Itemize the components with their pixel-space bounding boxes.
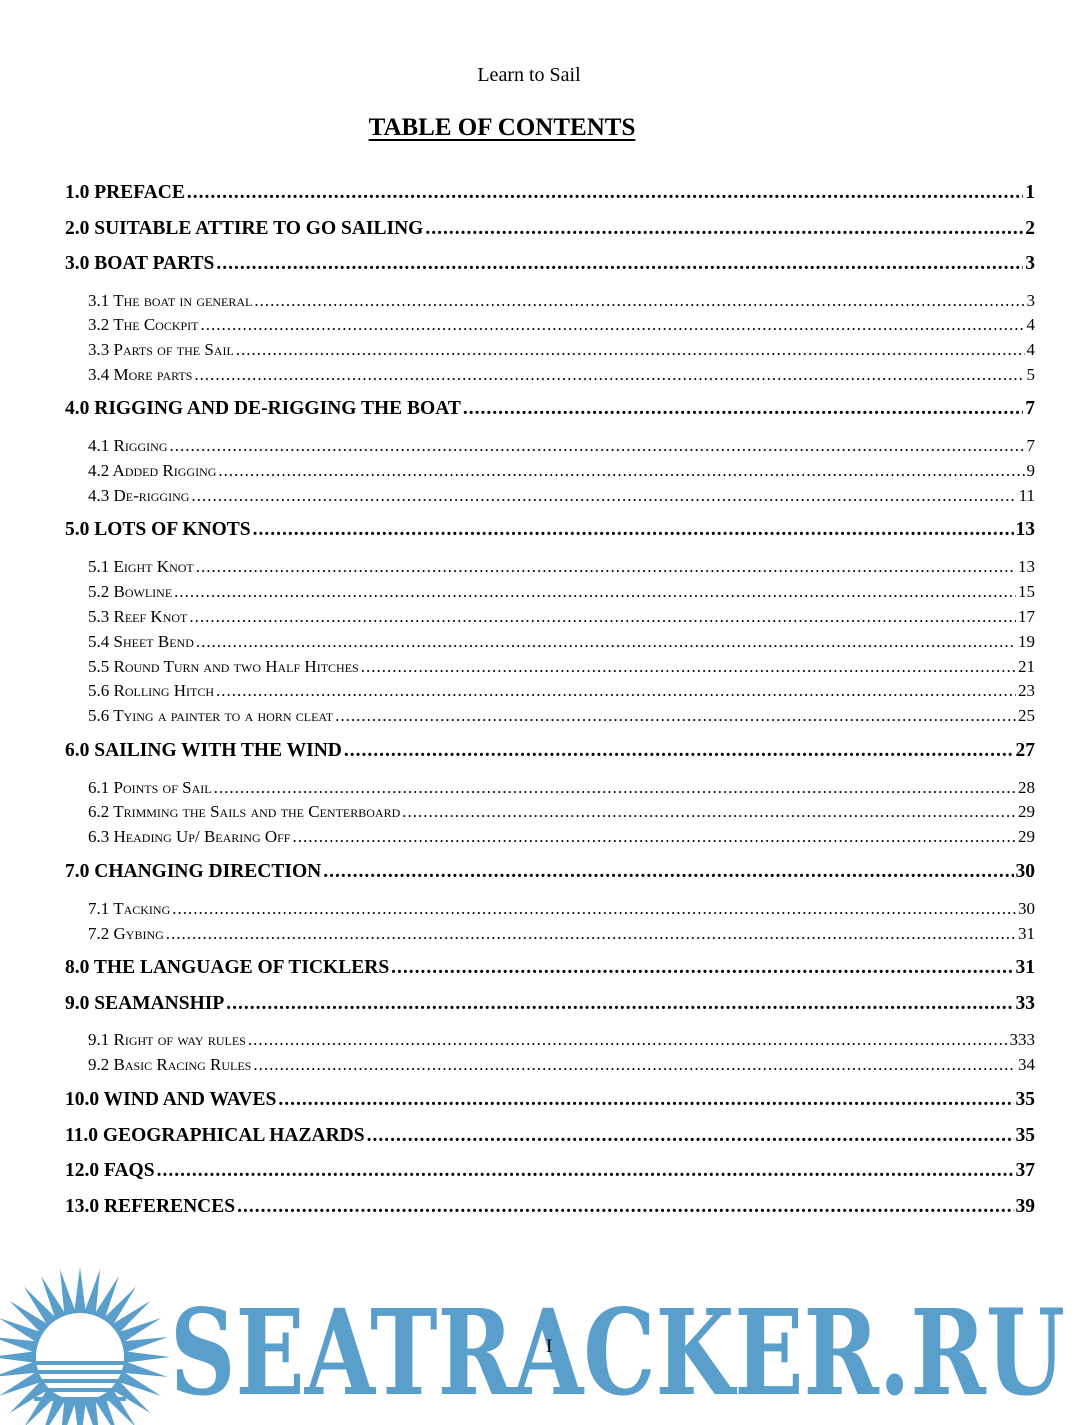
toc-entry-section[interactable] (65, 253, 1035, 279)
toc-entry-page-number: 4 (1026, 315, 1035, 334)
toc-entry-label: 11.0 GEOGRAPHICAL HAZARDS (65, 1125, 365, 1146)
toc-entry-subsection[interactable] (88, 899, 1035, 921)
toc-entry-subsection[interactable] (88, 706, 1035, 728)
toc-entry-label: 13.0 REFERENCES (65, 1196, 236, 1217)
toc-entry-label: 6.1 Points of Sail (88, 778, 212, 797)
dot-leader (253, 1055, 1016, 1075)
toc-entry-label: 9.2 Basic Racing Rules (88, 1055, 252, 1074)
toc-entry-section[interactable] (65, 1160, 1035, 1186)
toc-entry-section[interactable] (65, 861, 1035, 887)
dot-leader (157, 1160, 1014, 1182)
dot-leader (216, 253, 1023, 275)
toc-entry-page-number: 29 (1018, 802, 1035, 821)
dot-leader (344, 740, 1014, 762)
sun-wave-line (34, 1388, 126, 1392)
toc-entry-page-number: 35 (1015, 1125, 1035, 1146)
dot-leader (253, 519, 1014, 541)
dot-leader (214, 778, 1016, 798)
toc-entry-page-number: 3 (1025, 253, 1035, 274)
toc-entry-label: 5.6 Rolling Hitch (88, 681, 215, 700)
dot-leader (216, 681, 1016, 701)
toc-entry-subsection[interactable] (88, 632, 1035, 654)
toc-entry-label: 2.0 SUITABLE ATTIRE TO GO SAILING (65, 218, 424, 239)
dot-leader (323, 861, 1013, 883)
dot-leader (463, 398, 1023, 420)
toc-entry-section[interactable] (65, 182, 1035, 208)
toc-entry-subsection[interactable] (88, 802, 1035, 824)
toc-heading: TABLE OF CONTENTS (368, 114, 636, 141)
toc-entry-section[interactable] (65, 1196, 1035, 1222)
dot-leader (196, 632, 1016, 652)
toc-entry-label: 12.0 FAQS (65, 1160, 155, 1181)
toc-entry-label: 6.3 Heading Up/ Bearing Off (88, 827, 291, 846)
toc-entry-page-number: 23 (1018, 681, 1035, 700)
toc-entry-label: 5.5 Round Turn and two Half Hitches (88, 657, 359, 676)
sun-disk (36, 1313, 124, 1401)
dot-leader (367, 1125, 1014, 1147)
toc-entry-page-number: 21 (1018, 657, 1035, 676)
toc-entry-page-number: 28 (1018, 778, 1035, 797)
document-header-title: Learn to Sail (477, 64, 581, 86)
toc-entry-page-number: 1 (1025, 182, 1035, 203)
dot-leader (166, 924, 1016, 944)
toc-entry-page-number: 7 (1026, 436, 1035, 455)
toc-entry-page-number: 39 (1015, 1196, 1035, 1217)
toc-entry-section[interactable] (65, 1089, 1035, 1115)
toc-entry-page-number: 333 (1009, 1030, 1035, 1049)
toc-entry-page-number: 34 (1018, 1055, 1035, 1074)
toc-entry-page-number: 13 (1018, 557, 1035, 576)
toc-entry-page-number: 31 (1018, 924, 1035, 943)
dot-leader (170, 436, 1025, 456)
toc-entry-label: 5.0 LOTS OF KNOTS (65, 519, 251, 540)
toc-entry-subsection[interactable] (88, 291, 1035, 313)
dot-leader (278, 1089, 1013, 1111)
toc-entry-label: 4.3 De-rigging (88, 486, 190, 505)
toc-entry-label: 3.3 Parts of the Sail (88, 340, 234, 359)
toc-entry-page-number: 15 (1018, 582, 1035, 601)
toc-entry-subsection[interactable] (88, 340, 1035, 362)
toc-entry-section[interactable] (65, 957, 1035, 983)
toc-entry-subsection[interactable] (88, 486, 1035, 508)
dot-leader (218, 461, 1024, 481)
watermark-text: SEATRACKER.RU (170, 1283, 1065, 1422)
toc-entry-subsection[interactable] (88, 315, 1035, 337)
toc-entry-page-number: 25 (1018, 706, 1035, 725)
seatracker-watermark-logo (0, 1262, 1080, 1425)
toc-entry-label: 7.1 Tacking (88, 899, 171, 918)
toc-entry-label: 10.0 WIND AND WAVES (65, 1089, 277, 1110)
toc-entry-label: 4.1 Rigging (88, 436, 168, 455)
toc-entry-subsection[interactable] (88, 657, 1035, 679)
toc-entry-page-number: 27 (1015, 740, 1035, 761)
toc-entry-page-number: 30 (1018, 899, 1035, 918)
toc-entry-subsection[interactable] (88, 582, 1035, 604)
toc-entry-subsection[interactable] (88, 461, 1035, 483)
toc-entry-page-number: 13 (1015, 519, 1035, 540)
toc-entry-label: 4.0 RIGGING AND DE-RIGGING THE BOAT (65, 398, 461, 419)
dot-leader (196, 557, 1016, 577)
toc-entry-section[interactable] (65, 218, 1035, 244)
dot-leader (248, 1030, 1008, 1050)
toc-entry-subsection[interactable] (88, 1030, 1035, 1052)
dot-leader (237, 1196, 1013, 1218)
toc-entry-subsection[interactable] (88, 1055, 1035, 1077)
toc-entry-label: 9.0 SEAMANSHIP (65, 993, 225, 1014)
toc-entry-section[interactable] (65, 1125, 1035, 1151)
dot-leader (174, 582, 1016, 602)
toc-entry-label: 5.6 Tying a painter to a horn cleat (88, 706, 334, 725)
toc-entry-label: 3.2 The Cockpit (88, 315, 199, 334)
dot-leader (361, 657, 1016, 677)
toc-entry-label: 3.0 BOAT PARTS (65, 253, 215, 274)
sun-wave-line (34, 1379, 126, 1383)
sun-wave-line (34, 1397, 126, 1401)
dot-leader (402, 802, 1016, 822)
toc-entry-section[interactable] (65, 993, 1035, 1019)
toc-entry-page-number: 9 (1026, 461, 1035, 480)
sun-wave-line (34, 1361, 126, 1365)
dot-leader (194, 365, 1024, 385)
sun-logo-icon (0, 1267, 170, 1425)
toc-entry-subsection[interactable] (88, 681, 1035, 703)
toc-entry-page-number: 19 (1018, 632, 1035, 651)
dot-leader (187, 182, 1023, 204)
toc-entry-page-number: 4 (1026, 340, 1035, 359)
sun-wave-line (34, 1370, 126, 1374)
dot-leader (292, 827, 1016, 847)
toc-entry-label: 8.0 THE LANGUAGE OF TICKLERS (65, 957, 390, 978)
dot-leader (254, 291, 1024, 311)
page-number: I (546, 1336, 553, 1357)
toc-entry-page-number: 11 (1018, 486, 1035, 505)
toc-entry-label: 5.1 Eight Knot (88, 557, 194, 576)
toc-entry-label: 6.2 Trimming the Sails and the Centerboard (88, 802, 401, 821)
toc-entry-page-number: 2 (1025, 218, 1035, 239)
toc-entry-section[interactable] (65, 519, 1035, 545)
toc-entry-page-number: 30 (1015, 861, 1035, 882)
toc-entry-page-number: 29 (1018, 827, 1035, 846)
dot-leader (236, 340, 1025, 360)
toc-entry-page-number: 35 (1015, 1089, 1035, 1110)
toc-entry-page-number: 31 (1015, 957, 1035, 978)
toc-entry-label: 1.0 PREFACE (65, 182, 185, 203)
toc-entry-label: 5.2 Bowline (88, 582, 173, 601)
dot-leader (226, 993, 1013, 1015)
toc-entry-section[interactable] (65, 398, 1035, 424)
toc-entry-page-number: 17 (1018, 607, 1035, 626)
toc-entry-label: 4.2 Added Rigging (88, 461, 217, 480)
dot-leader (172, 899, 1016, 919)
toc-entry-subsection[interactable] (88, 924, 1035, 946)
toc-entry-subsection[interactable] (88, 557, 1035, 579)
toc-entry-section[interactable] (65, 740, 1035, 766)
dot-leader (201, 315, 1025, 335)
toc-entry-label: 7.0 CHANGING DIRECTION (65, 861, 322, 882)
toc-entry-subsection[interactable] (88, 778, 1035, 800)
toc-entry-subsection[interactable] (88, 365, 1035, 387)
toc-entry-label: 5.3 Reef Knot (88, 607, 188, 626)
toc-entry-page-number: 33 (1015, 993, 1035, 1014)
toc-entry-label: 3.1 The boat in general (88, 291, 253, 310)
dot-leader (189, 607, 1016, 627)
toc-entry-label: 7.2 Gybing (88, 924, 164, 943)
toc-entry-subsection[interactable] (88, 827, 1035, 849)
toc-entry-label: 5.4 Sheet Bend (88, 632, 194, 651)
toc-entry-label: 9.1 Right of way rules (88, 1030, 246, 1049)
dot-leader (391, 957, 1013, 979)
toc-entry-page-number: 7 (1025, 398, 1035, 419)
toc-entry-page-number: 5 (1026, 365, 1035, 384)
toc-entry-subsection[interactable] (88, 436, 1035, 458)
toc-entry-subsection[interactable] (88, 607, 1035, 629)
toc-entry-page-number: 3 (1026, 291, 1035, 310)
dot-leader (335, 706, 1016, 726)
dot-leader (191, 486, 1016, 506)
dot-leader (425, 218, 1023, 240)
toc-entry-label: 6.0 SAILING WITH THE WIND (65, 740, 342, 761)
toc-entry-label: 3.4 More parts (88, 365, 193, 384)
toc-entry-page-number: 37 (1015, 1160, 1035, 1181)
